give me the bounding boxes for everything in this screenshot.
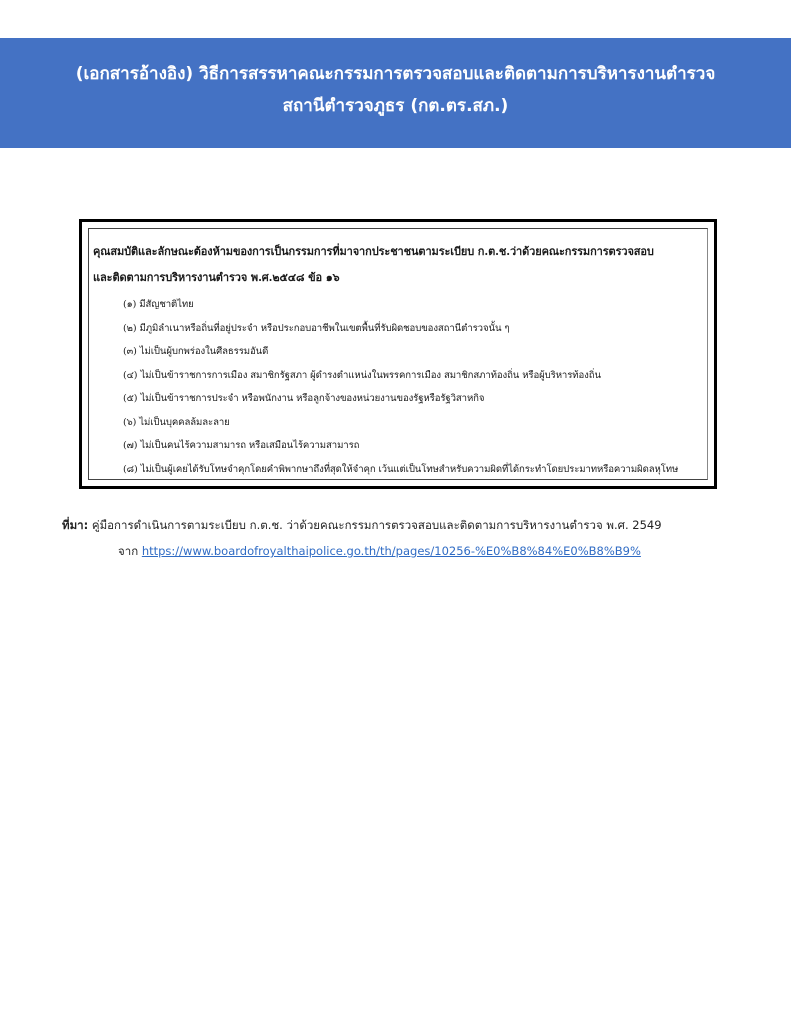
item-text: มีสัญชาติไทย xyxy=(139,299,194,310)
item-number: (๓) xyxy=(123,346,137,357)
title-banner xyxy=(0,38,791,148)
qualification-item xyxy=(123,293,699,317)
item-text: ไม่เป็นข้าราชการการเมือง สมาชิกรัฐสภา ผู้ดำรงตำแหน่งในพรรคการเมือง สมาชิกสภาท้องถิ่น หรือผู้บริหารท้องถิ่น xyxy=(140,369,601,381)
item-text: ไม่เป็นผู้เคยได้รับโทษจำคุกโดยคำพิพากษาถึงที่สุดให้จำคุก เว้นแต่เป็นโทษสำหรับความผิดที่ได้กระทำโดยประมาทหรือความผิดลหุโทษ xyxy=(140,463,679,475)
qualification-item xyxy=(123,340,699,364)
item-number: (๒) xyxy=(123,322,137,334)
banner-title-line-2: สถานีตำรวจภูธร (กต.ตร.สภ.) xyxy=(282,96,509,116)
source-line-1 xyxy=(62,512,762,538)
excerpt-heading-line-1: คุณสมบัติและลักษณะต้องห้ามของการเป็นกรรมการที่มาจากประชาชนตามระเบียบ ก.ต.ช.ว่าด้วยคณะกรรมการตรวจสอบ xyxy=(93,245,654,258)
source-citation xyxy=(62,512,762,564)
item-number: (๖) xyxy=(123,416,137,428)
scanned-excerpt-frame xyxy=(79,219,717,489)
banner-title-line-1: (เอกสารอ้างอิง) วิธีการสรรหาคณะกรรมการตรวจสอบและติดตามการบริหารงานตำรวจ xyxy=(75,64,716,84)
source-line-2 xyxy=(62,538,762,564)
qualification-list xyxy=(93,293,699,481)
item-number: (๗) xyxy=(123,440,138,451)
item-number: (๘) xyxy=(123,463,138,475)
item-text: ไม่เป็นคนไร้ความสามารถ หรือเสมือนไร้ความสามารถ xyxy=(140,440,360,451)
source-label: ที่มา: xyxy=(62,518,89,532)
qualification-item xyxy=(123,411,699,435)
item-number: (๕) xyxy=(123,393,138,404)
item-number: (๔) xyxy=(123,369,138,381)
qualification-item xyxy=(123,317,699,341)
qualification-item xyxy=(123,387,699,411)
item-text: มีภูมิลำเนาหรือถิ่นที่อยู่ประจำ หรือประกอบอาชีพในเขตพื้นที่รับผิดชอบของสถานีตำรวจนั้น ๆ xyxy=(139,322,510,334)
qualification-item xyxy=(123,458,699,482)
source-from-prefix: จาก xyxy=(118,544,142,558)
qualification-item xyxy=(123,434,699,458)
scanned-excerpt xyxy=(88,228,708,480)
item-text: ไม่เป็นบุคคลล้มละลาย xyxy=(139,416,230,428)
excerpt-heading-line-2: และติดตามการบริหารงานตำรวจ พ.ศ.๒๕๔๘ ข้อ ๑๖ xyxy=(93,271,340,284)
source-link[interactable]: https://www.boardofroyalthaipolice.go.th/th/pages/10256-%E0%B8%84%E0%B8%B9% xyxy=(141,544,641,558)
item-text: ไม่เป็นข้าราชการประจำ หรือพนักงาน หรือลูกจ้างของหน่วยงานของรัฐหรือรัฐวิสาหกิจ xyxy=(140,393,485,404)
qualification-item xyxy=(123,364,699,388)
source-text: คู่มือการดำเนินการตามระเบียบ ก.ต.ช. ว่าด้วยคณะกรรมการตรวจสอบและติดตามการบริหารงานตำรวจ พ.ศ. 2549 xyxy=(88,518,662,532)
item-number: (๑) xyxy=(123,299,137,310)
item-text: ไม่เป็นผู้บกพร่องในศีลธรรมอันดี xyxy=(139,346,269,357)
